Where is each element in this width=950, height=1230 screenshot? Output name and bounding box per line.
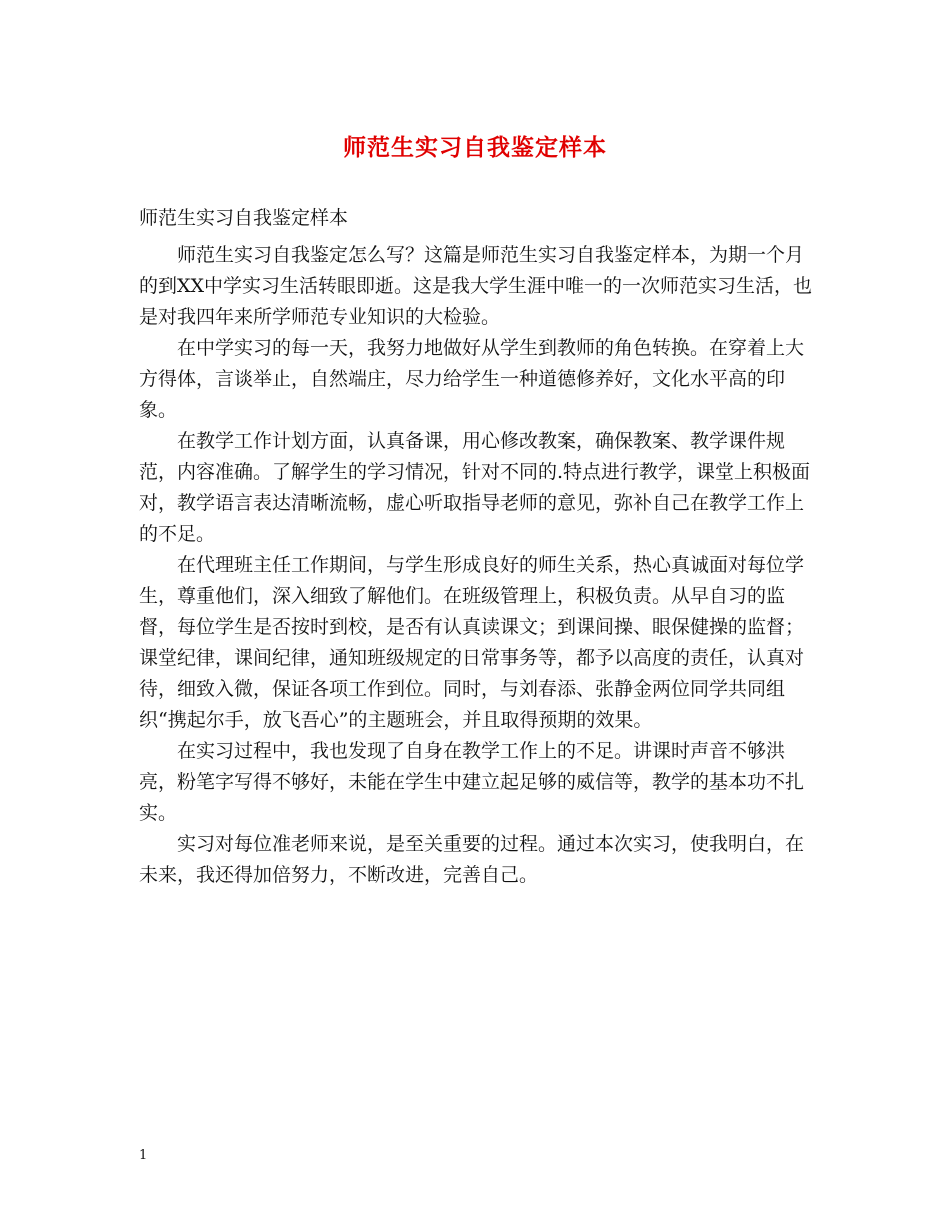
document-title: 师范生实习自我鉴定样本: [343, 134, 607, 161]
body-paragraph: 在实习过程中，我也发现了自身在教学工作上的不足。讲课时声音不够洪亮，粉笔字写得不够好，未能在学生中建立起足够的威信等，教学的基本功不扎实。: [139, 740, 805, 824]
document-body: [139, 240, 819, 891]
body-paragraph: 师范生实习自我鉴定怎么写？这篇是师范生实习自我鉴定样本，为期一个月的到XX中学实习生活转眼即逝。这是我大学生涯中唯一的一次师范实习生活，也是对我四年来所学师范专业知识的大检验。: [139, 244, 813, 328]
document-subtitle: 师范生实习自我鉴定样本: [139, 207, 349, 229]
page-number: 1: [139, 1148, 148, 1163]
body-paragraph: 实习对每位准老师来说，是至关重要的过程。通过本次实习，使我明白，在未来，我还得加倍努力，不断改进，完善自己。: [139, 833, 805, 886]
body-paragraph: 在代理班主任工作期间，与学生形成良好的师生关系，热心真诚面对每位学生，尊重他们，深入细致了解他们。在班级管理上，积极负责。从早自习的监督，每位学生是否按时到校，是否有认真读课文；到课间操、眼保健操的监督；课堂纪律，课间纪律，通知班级规定的日常事务等，都予以高度的责任，认真对待，细致入微，保证各项工作到位。同时，与刘春添、张静金两位同学共同组织“携起尔手，放飞吾心”的主题班会，并且取得预期的效果。: [139, 554, 805, 731]
body-paragraph: 在教学工作计划方面，认真备课，用心修改教案，确保教案、教学课件规范，内容准确。了解学生的学习情况，针对不同的.特点进行教学，课堂上积极面对，教学语言表达清晰流畅，虚心听取指导老师的意见，弥补自己在教学工作上的不足。: [139, 430, 811, 545]
body-paragraph: 在中学实习的每一天，我努力地做好从学生到教师的角色转换。在穿着上大方得体，言谈举止，自然端庄，尽力给学生一种道德修养好，文化水平高的印象。: [139, 337, 805, 421]
